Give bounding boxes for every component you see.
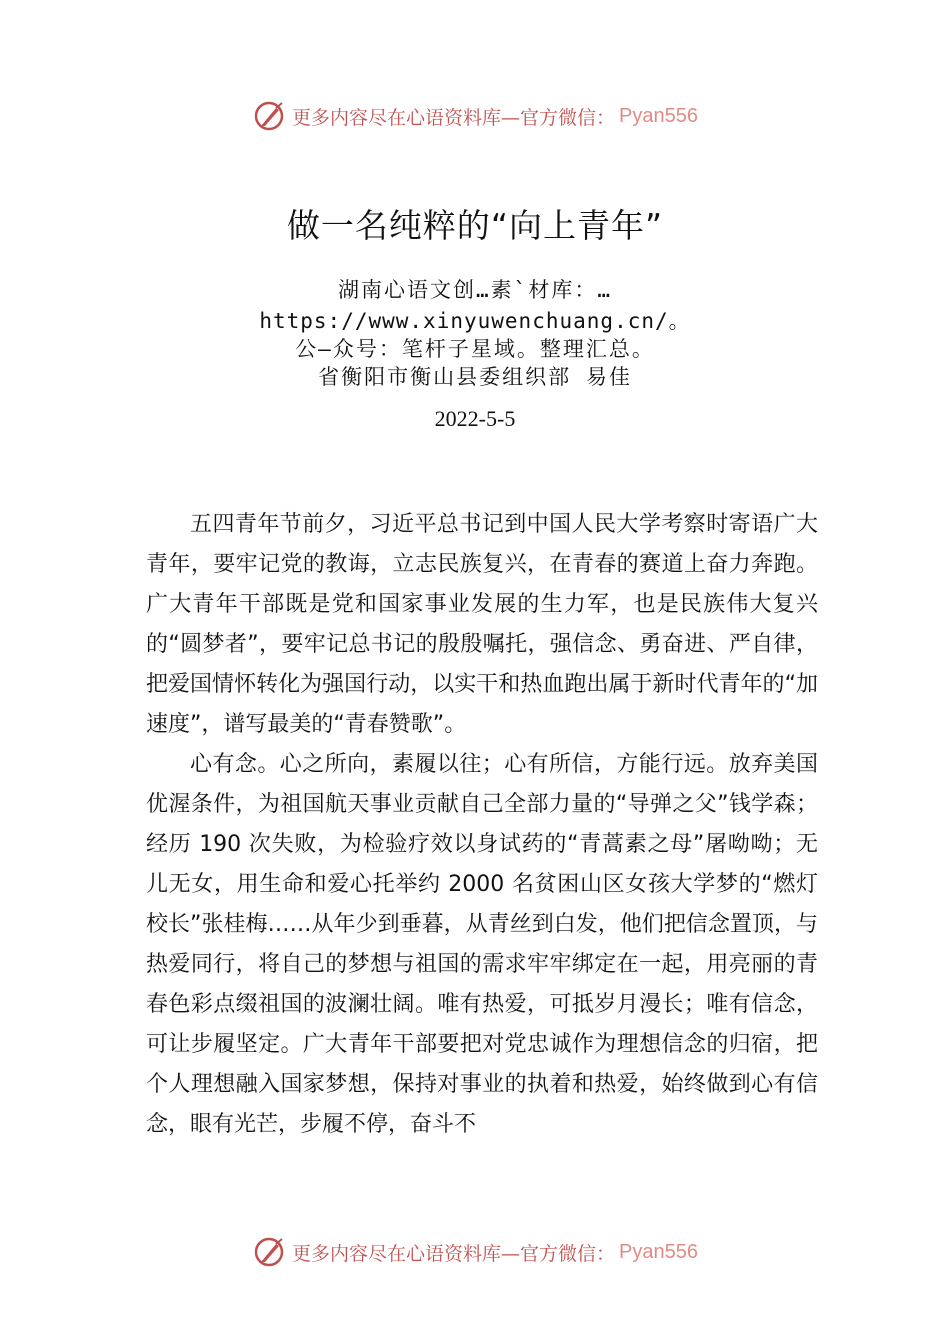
quill-logo-icon (252, 1235, 286, 1269)
watermark-wechat-label: —官方微信： (501, 106, 616, 129)
watermark-wechat-label: —官方微信： (501, 1242, 616, 1265)
document-title: 做一名纯粹的“向上青年” (286, 206, 664, 245)
watermark-main-text: 更多内容尽在心语资料库 (292, 106, 502, 129)
document-date: 2022-5-5 (434, 406, 516, 431)
source-url: https://www.xinyuwenchuang.cn/。 (259, 309, 691, 333)
author-line: 省衡阳市衡山县委组织部 易佳 (318, 365, 632, 389)
watermark-main-text: 更多内容尽在心语资料库 (292, 1242, 502, 1265)
document-body (146, 505, 818, 1145)
footer-watermark (0, 1232, 950, 1272)
paragraph: 五四青年节前夕，习近平总书记到中国人民大学考察时寄语广大青年，要牢记党的教诲，立志民族复兴，在青春的赛道上奋力奔跑。广大青年干部既是党和国家事业发展的生力军，也是民族伟大复兴的“圆梦者”，要牢记总书记的殷殷嘱托，强信念、勇奋进、严自律，把爱国情怀转化为强国行动，以实干和热血跑出属于新时代青年的“加速度”，谱写最美的“青春赞歌”。 (146, 512, 818, 737)
paragraph: 心有念。心之所向，素履以往；心有所信，方能行远。放弃美国优渥条件，为祖国航天事业贡献自己全部力量的“导弹之父”钱学森；经历 190 次失败，为检验疗效以身试药的“青蒿素之母”屠呦呦；无儿无女，用生命和爱心托举约 2000 名贫困山区女孩大学梦的“燃灯校长”张桂梅……从年少到垂暮，从青丝到白发，他们把信念置顶，与热爱同行，将自己的梦想与祖国的需求牢牢绑定在一起，用亮丽的青春色彩点缀祖国的波澜壮阔。唯有热爱，可抵岁月漫长；唯有信念，可让步履坚定。广大青年干部要把对党忠诚作为理想信念的归宿，把个人理想融入国家梦想，保持对事业的执着和热爱，始终做到心有信念，眼有光芒，步履不停，奋斗不 (146, 752, 818, 1137)
watermark-wechat-id: Pyan556 (619, 104, 698, 127)
header-watermark (0, 96, 950, 136)
source-line-3: 公—众号：笔杆子星域。整理汇总。 (295, 337, 655, 361)
quill-logo-icon (252, 99, 286, 133)
source-line-1: 湖南心语文创…素`材库：… (338, 278, 612, 302)
watermark-wechat-id: Pyan556 (619, 1240, 698, 1263)
